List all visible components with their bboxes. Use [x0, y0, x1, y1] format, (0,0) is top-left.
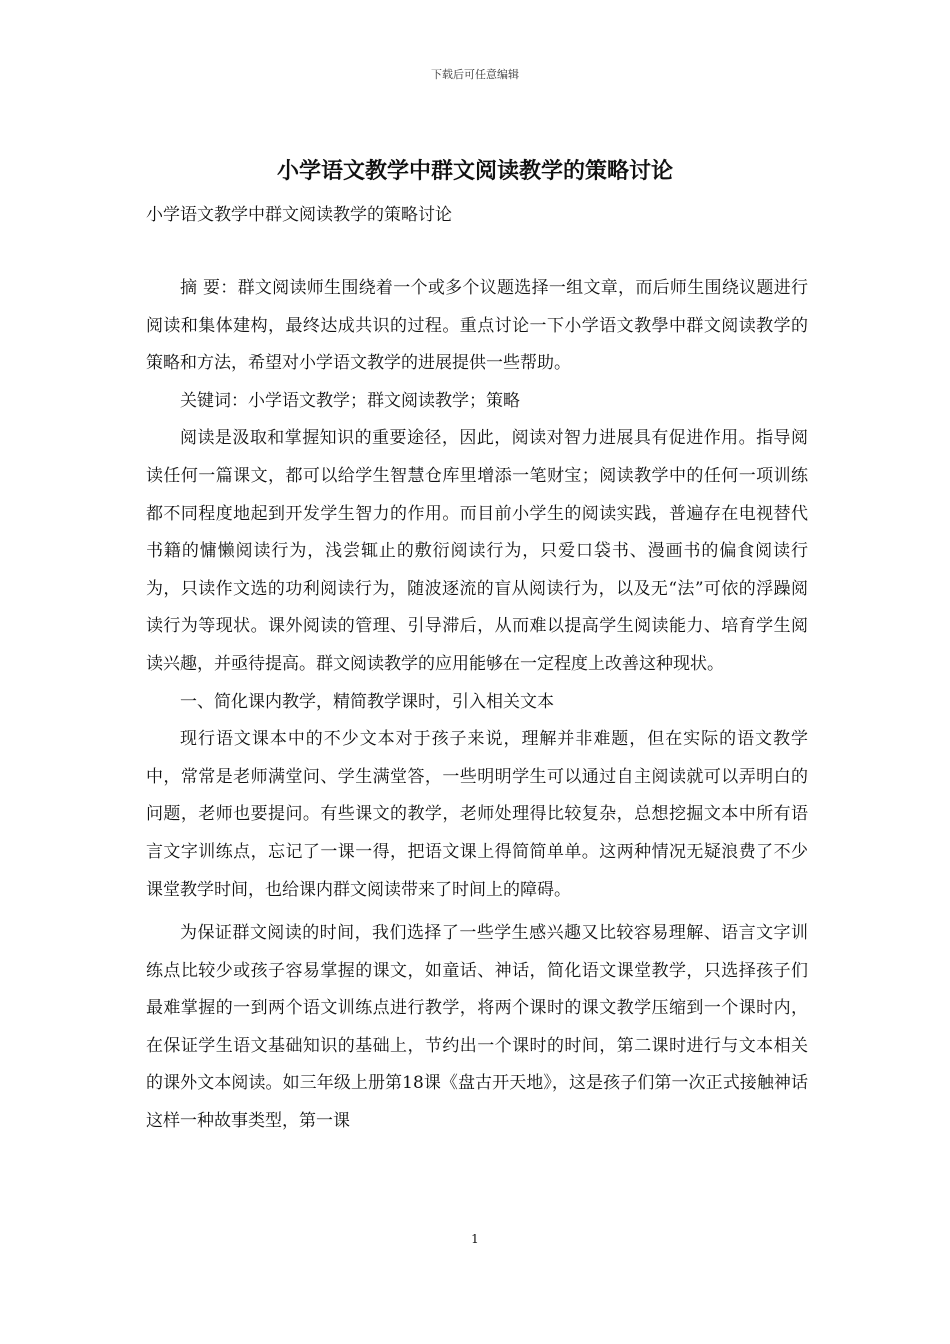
page-number: 1: [471, 1232, 479, 1246]
page-header: 下载后可任意编辑: [431, 68, 519, 81]
keywords-paragraph: 关键词：小学语文教学；群文阅读教学；策略: [180, 390, 520, 411]
body-paragraph: 现行语文课本中的不少文本对于孩子来说，理解并非难题，但在实际的语文教学中，常常是老师满堂问、学生满堂答，一些明明学生可以通过自主阅读就可以弄明白的问题，老师也要提问。有些课文的教学，老师处理得比较复杂，总想挖掘文本中所有语言文字训练点，忘记了一课一得，把语文课上得简简单单。这两种情况无疑浪费了不少课堂教学时间，也给课内群文阅读带来了时间上的障碍。: [146, 729, 808, 900]
body-paragraph: 为保证群文阅读的时间，我们选择了一些学生感兴趣又比较容易理解、语言文字训练点比较少或孩子容易掌握的课文，如童话、神话，简化语文课堂教学，只选择孩子们最难掌握的一到两个语文训练点进行教学，将两个课时的课文教学压缩到一个课时内，在保证学生语文基础知识的基础上，节约出一个课时的时间，第二课时进行与文本相关的课外文本阅读。如三年级上册第18课《盘古开天地》，这是孩子们第一次正式接触神话这样一种故事类型，第一课: [146, 923, 808, 1132]
section-heading-1: 一、简化课内教学，精简教学课时，引入相关文本: [180, 691, 554, 712]
document-title: 小学语文教学中群文阅读教学的策略讨论: [276, 158, 673, 184]
document-subtitle: 小学语文教学中群文阅读教学的策略讨论: [146, 205, 452, 225]
intro-paragraph: 阅读是汲取和掌握知识的重要途径，因此，阅读对智力进展具有促进作用。指导阅读任何一篇课文，都可以给学生智慧仓库里增添一笔财宝；阅读教学中的任何一项训练都不同程度地起到开发学生智力的作用。而目前小学生的阅读实践，普遍存在电视替代书籍的慵懒阅读行为，浅尝辄止的敷衍阅读行为，只爱口袋书、漫画书的偏食阅读行为，只读作文选的功利阅读行为，随波逐流的盲从阅读行为，以及无“法”可依的浮躁阅读行为等现状。课外阅读的管理、引导滞后，从而难以提高学生阅读能力、培育学生阅读兴趣，并亟待提高。群文阅读教学的应用能够在一定程度上改善这种现状。: [146, 428, 808, 674]
abstract-paragraph: 摘 要：群文阅读师生围绕着一个或多个议题选择一组文章，而后师生围绕议题进行阅读和集体建构，最终达成共识的过程。重点讨论一下小学语文教學中群文阅读教学的策略和方法，希望对小学语文教学的进展提供一些帮助。: [146, 278, 808, 374]
document-body: [146, 270, 808, 1141]
